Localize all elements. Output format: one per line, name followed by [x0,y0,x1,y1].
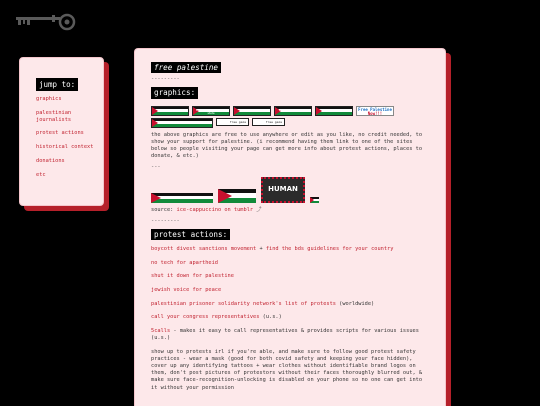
divider: --- [151,164,161,171]
protest-safety-text: show up to protests irl if you're able, and make sure to follow good protest safety practices - wear a mask (good for both covid safety and keeping your face hidden), cover up any identifying tattoos + wear clothes without identifiable brand logos on them, don't post pictures of protestors without their faces thoroughly blurred out, & make sure face-recognition-unlocking is disabled on your phone so no one can get into it without your permission [151,348,423,391]
bds-link[interactable]: boycott divest sanctions movement [151,246,257,253]
list-item [151,287,429,294]
no-tech-link[interactable]: no tech for apartheid [151,259,218,266]
sidebar-link-graphics[interactable]: graphics [36,96,62,102]
sidebar-link-etc[interactable]: etc [36,171,46,178]
badge-free-palestine-wide[interactable]: free palestine [151,118,213,128]
sidebar-link-historical-context[interactable]: historical context [36,144,94,151]
badge-free-palestine-now[interactable]: Free Palestine Now!!! [356,106,394,116]
congress-link[interactable]: call your congress representatives [151,314,260,321]
source-label: source: [151,206,174,213]
list-item: palestinian prisoner solidarity network's list of protests (worldwide) [151,300,375,307]
list-item [151,260,429,267]
palestine-flag[interactable] [218,189,256,203]
badge-boycott[interactable]: boycott the apartheid state [192,106,230,116]
5calls-link[interactable]: 5calls [151,327,171,334]
badge-free-palestine-2[interactable]: free palestine [315,106,353,116]
shut-it-down-link[interactable]: shut it down for palestine [151,273,234,280]
flag-graphics [151,177,429,203]
be-human-banner[interactable] [151,193,213,203]
human-stamp[interactable]: HUMAN [261,177,305,203]
sidebar-link-protest-actions[interactable]: protest actions [36,130,84,137]
small-flag-icon [310,197,319,203]
badge-free-gaza-small-1[interactable]: free gaza [216,118,249,126]
jvp-link[interactable]: jewish voice for peace [151,287,222,294]
list-item: 5calls - makes it easy to call representatives & provides scripts for various issues (u.s.) [151,327,419,341]
antique-key-icon[interactable] [14,12,76,34]
sidebar-title: jump to: [36,78,78,91]
bds-guidelines-link[interactable]: find the bds guidelines for your country [265,246,394,253]
badge-free-gaza-small-2[interactable]: free gaza [252,118,285,126]
list-item [151,273,429,280]
main-panel [134,48,446,406]
sidebar-link-donations[interactable]: donations [36,157,65,164]
graphics-description: the above graphics are free to use anywhere or edit as you like, no credit needed, to show your support for palestine. (i recommend having them link to one of the sites below so people visiting your page can get more info about protest actions, places to donate, & etc.) [151,131,423,160]
source-line [151,207,429,214]
source-link[interactable]: ice-cappuccino on tumblr [176,206,254,213]
page-title: free palestine [151,62,221,73]
list-item: boycott divest sanctions movement + find the bds guidelines for your country [151,246,394,253]
ppsn-link[interactable]: palestinian prisoner solidarity network's list of protests [151,300,336,307]
badge-free-palestine-1[interactable]: free palestine [233,106,271,116]
sidebar-link-journalists[interactable]: palestinian journalists [36,109,72,123]
list-item: call your congress representatives (u.s.) [151,314,282,321]
protest-actions-header: protest actions: [151,229,230,240]
divider: --------- [151,217,180,224]
graphics-header: graphics: [151,87,198,98]
badge-stand-with[interactable]: stand with palestine [274,106,312,116]
badge-free-gaza[interactable]: free gaza [151,106,189,116]
graphics-badges [151,106,401,128]
divider: --------- [151,76,180,83]
external-link-icon: ⤴ [256,206,262,213]
sidebar-panel [19,57,104,206]
protest-actions-list [151,246,429,342]
